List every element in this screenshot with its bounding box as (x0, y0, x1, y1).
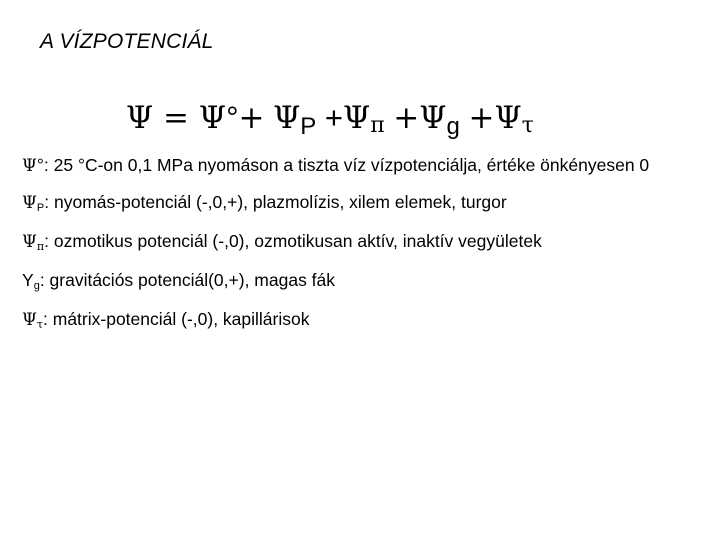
definition-item (22, 230, 702, 255)
equation-degree: ° (226, 100, 239, 135)
equation-sub-tau: τ (521, 113, 534, 138)
water-potential-equation (126, 100, 534, 140)
definition-text: : nyomás-potenciál (-,0,+), plazmolízis, xilem elemek, turgor (44, 192, 507, 212)
definition-symbol: Ψ (22, 310, 37, 330)
definition-symbol: Ψ (22, 156, 37, 176)
equation-psi-zero: Ψ (198, 100, 227, 136)
definition-text: : 25 °C-on 0,1 MPa nyomáson a tiszta víz vízpotenciálja, értéke önkényesen 0 (43, 155, 650, 175)
definition-symbol: Y (22, 270, 34, 290)
equation-equals: = (153, 100, 199, 136)
equation-plus: + (468, 100, 495, 136)
equation-psi: Ψ (126, 100, 154, 136)
definition-item (22, 308, 702, 333)
definition-text: : ozmotikus potenciál (-,0), ozmotikusan aktív, inaktív vegyületek (44, 231, 542, 251)
equation-psi-g: Ψ (419, 100, 447, 136)
equation-sub-pi: π (370, 113, 385, 138)
definition-marker: ° (36, 155, 44, 175)
definition-text: : gravitációs potenciál(0,+), magas fák (39, 270, 336, 290)
definition-item (22, 154, 702, 177)
equation-plus: + (324, 100, 344, 135)
definition-item (22, 191, 702, 216)
definition-marker: P (36, 202, 45, 214)
equation-plus: + (238, 100, 265, 136)
definition-item (22, 269, 702, 294)
definition-text: : mátrix-potenciál (-,0), kapillárisok (43, 309, 310, 329)
definition-marker: g (33, 280, 40, 292)
definition-symbol: Ψ (22, 193, 37, 213)
equation-psi-tau: Ψ (494, 100, 522, 136)
definition-marker: π (36, 240, 45, 253)
definitions-list (22, 154, 702, 347)
definition-marker: τ (36, 318, 44, 331)
equation-psi-pi: Ψ (343, 100, 371, 136)
definition-symbol: Ψ (22, 232, 37, 252)
equation-sub-g: g (446, 113, 460, 140)
equation-plus: + (393, 100, 420, 136)
equation-sub-p: P (300, 113, 317, 140)
equation-psi-p: Ψ (273, 100, 301, 136)
page-title: A VÍZPOTENCIÁL (40, 30, 214, 53)
